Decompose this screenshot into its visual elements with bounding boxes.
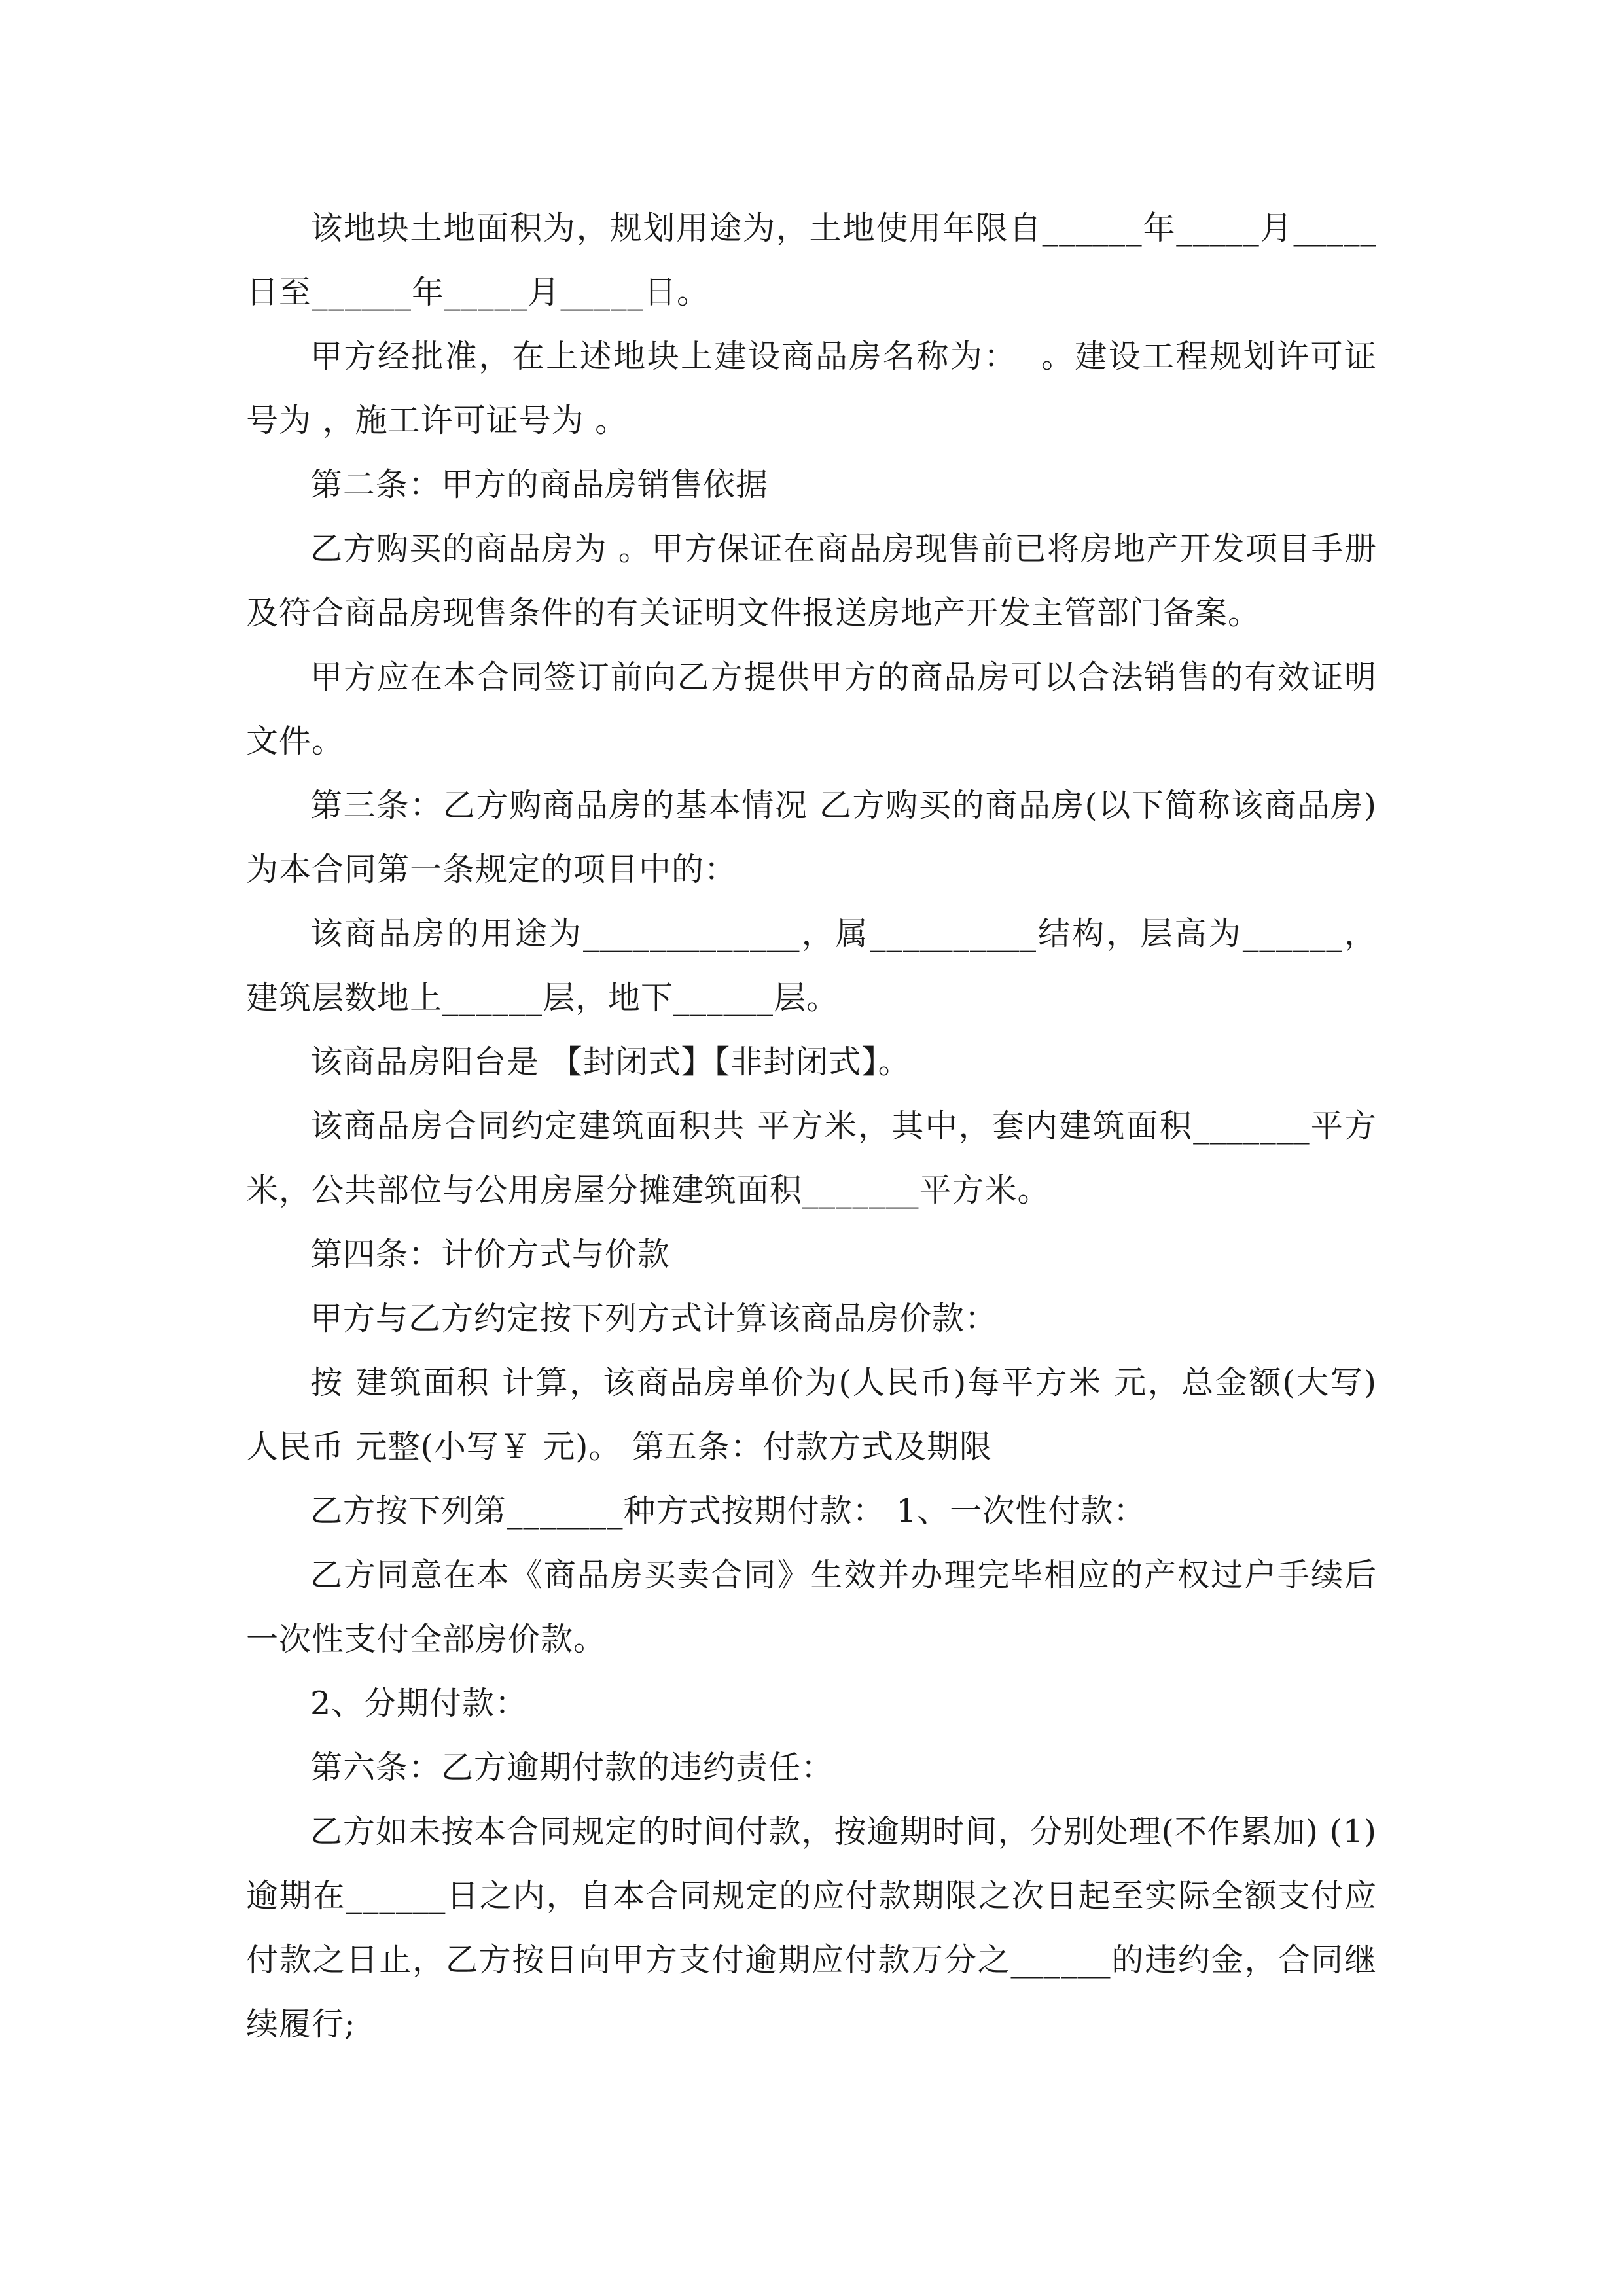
paragraph-lump-sum: 乙方同意在本《商品房买卖合同》生效并办理完毕相应的产权过户手续后一次性支付全部房价款。 (246, 1556, 1377, 1658)
heading-article-2: 第二条：甲方的商品房销售依据 (310, 466, 769, 503)
paragraph-balcony: 该商品房阳台是 【封闭式】【非封闭式】。 (310, 1043, 911, 1081)
paragraph-land-area: 该地块土地面积为，规划用途为，土地使用年限自______年_____月_____日至______年_____月_____日。 (246, 209, 1377, 311)
paragraph-installment: 2、分期付款： (310, 1685, 528, 1722)
paragraph-house-usage: 该商品房的用途为_____________，属__________结构，层高为______，建筑层数地上______层，地下______层。 (246, 915, 1377, 1016)
paragraph-project-approval: 甲方经批准，在上述地块上建设商品房名称为： 。建设工程规划许可证号为 ，施工许可证号为 。 (246, 338, 1377, 439)
paragraph-payment-method: 乙方按下列第_______种方式按期付款： 1、一次性付款： (310, 1492, 1147, 1530)
heading-article-6: 第六条：乙方逾期付款的违约责任： (310, 1749, 834, 1786)
paragraph-sales-certificate: 甲方应在本合同签订前向乙方提供甲方的商品房可以合法销售的有效证明文件。 (246, 658, 1377, 760)
document-body (246, 196, 1377, 2056)
paragraph-pricing-method: 甲方与乙方约定按下列方式计算该商品房价款： (310, 1300, 998, 1337)
paragraph-purchased-house: 乙方购买的商品房为 。甲方保证在商品房现售前已将房地产开发项目手册及符合商品房现售条件的有关证明文件报送房地产开发主管部门备案。 (246, 530, 1377, 632)
heading-article-3: 第三条：乙方购商品房的基本情况 乙方购买的商品房(以下简称该商品房)为本合同第一条规定的项目中的： (246, 787, 1377, 888)
paragraph-floor-area: 该商品房合同约定建筑面积共 平方米，其中，套内建筑面积_______平方米，公共部位与公用房屋分摊建筑面积_______平方米。 (246, 1107, 1377, 1209)
heading-article-4: 第四条：计价方式与价款 (310, 1236, 671, 1273)
paragraph-late-payment: 乙方如未按本合同规定的时间付款，按逾期时间，分别处理(不作累加) (1)逾期在______日之内，自本合同规定的应付款期限之次日起至实际全额支付应付款之日止，乙方按日向甲方支付逾期应付款万分之______的违约金，合同继续履行; (246, 1813, 1377, 2043)
paragraph-unit-price: 按 建筑面积 计算，该商品房单价为(人民币)每平方米 元，总金额(大写)人民币 元整(小写￥ 元)。 第五条：付款方式及期限 (246, 1364, 1377, 1465)
